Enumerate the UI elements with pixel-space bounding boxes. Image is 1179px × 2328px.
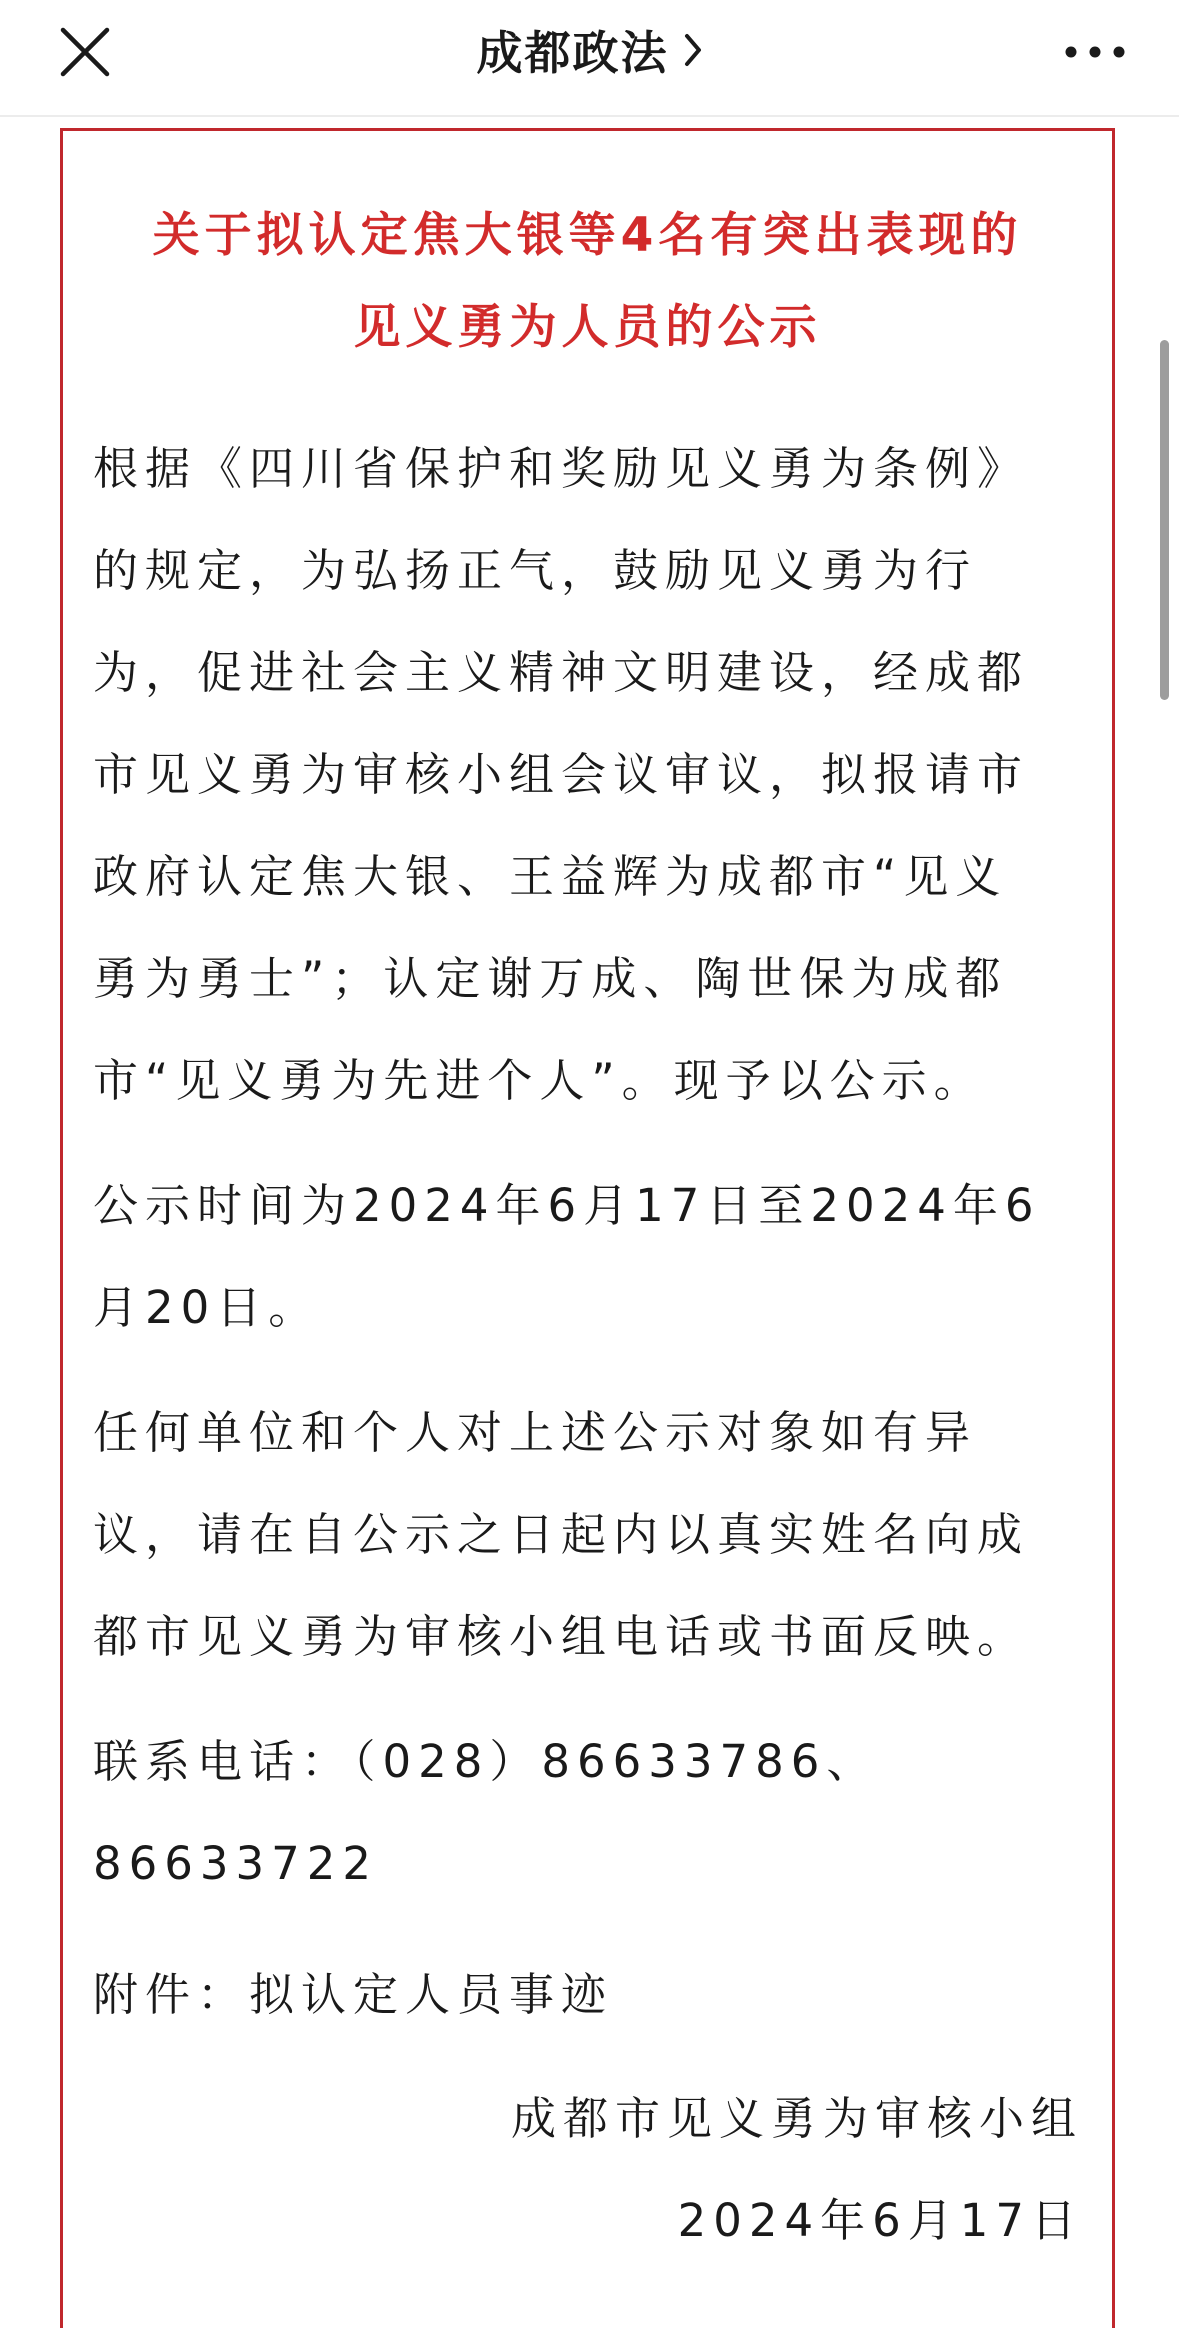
text-line: 为，促进社会主义精神文明建设，经成都 xyxy=(93,646,1030,699)
account-name: 成都政法 xyxy=(476,26,669,80)
chevron-right-icon xyxy=(683,32,703,68)
text-line: 公示时间为2024年6月17日至2024年6 xyxy=(93,1179,1041,1232)
text-line: 市见义勇为审核小组会议审议，拟报请市 xyxy=(93,748,1030,801)
text-line: 勇为勇士”；认定谢万成、陶世保为成都 xyxy=(93,952,1008,1005)
text-line: 附件：拟认定人员事迹 xyxy=(93,1968,614,2021)
paragraph-attachment xyxy=(93,1944,1083,2046)
paragraph-objection xyxy=(93,1382,1083,1688)
scrollbar-thumb[interactable] xyxy=(1160,340,1169,700)
top-nav-bar xyxy=(0,0,1179,117)
article-title xyxy=(60,190,1115,374)
text-line: 政府认定焦大银、王益辉为成都市“见义 xyxy=(93,850,1008,903)
paragraph-contact-phone xyxy=(93,1711,1083,1915)
paragraph-regulation xyxy=(93,418,1083,1132)
more-options-button[interactable] xyxy=(1060,32,1130,72)
paragraph-period xyxy=(93,1155,1083,1359)
account-title-link[interactable] xyxy=(477,17,703,83)
signature-organization: 成都市见义勇为审核小组 xyxy=(510,2092,1083,2145)
text-line: 都市见义勇为审核小组电话或书面反映。 xyxy=(93,1610,1030,1663)
text-line: 的规定，为弘扬正气，鼓励见义勇为行 xyxy=(93,544,978,597)
text-line: 议，请在自公示之日起内以真实姓名向成 xyxy=(93,1508,1030,1561)
article-title-line: 关于拟认定焦大银等4名有突出表现的 xyxy=(152,208,1023,263)
text-line: 任何单位和个人对上述公示对象如有异 xyxy=(93,1406,978,1459)
close-button[interactable] xyxy=(55,22,115,82)
close-icon xyxy=(55,22,115,82)
text-line: 联系电话：（028）86633786、 xyxy=(93,1735,879,1788)
signature-date: 2024年6月17日 xyxy=(677,2194,1083,2247)
text-line: 月20日。 xyxy=(93,1281,321,1334)
text-line: 市“见义勇为先进个人”。现予以公示。 xyxy=(93,1054,986,1107)
more-horizontal-icon xyxy=(1060,32,1130,72)
text-line: 86633722 xyxy=(93,1837,379,1890)
text-line: 根据《四川省保护和奖励见义勇为条例》 xyxy=(93,442,1030,495)
article-title-line: 见义勇为人员的公示 xyxy=(353,300,822,355)
